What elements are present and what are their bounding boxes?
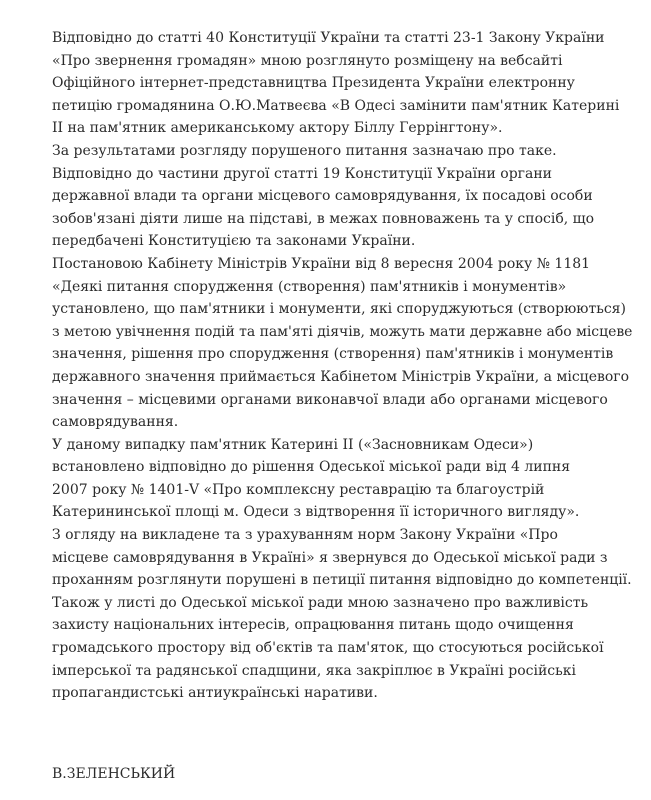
signature: В.ЗЕЛЕНСЬКИЙ [52, 766, 176, 782]
text-line: державної влади та органи місцевого самоврядування, їх посадові особи [52, 188, 593, 205]
text-line: петицію громадянина О.Ю.Матвеєва «В Одесі замінити пам'ятник Катерині [52, 97, 620, 114]
text-line: Постановою Кабінету Міністрів України від 8 вересня 2004 року № 1181 [52, 255, 591, 272]
text-line: Офіційного інтернет-представництва Президента України електронну [52, 75, 575, 92]
text-line: проханням розглянути порушені в петиції питання відповідно до компетенції. [52, 572, 632, 589]
text-line: значення – місцевими органами виконавчої влади або органами місцевого [52, 391, 608, 408]
text-line: «Деякі питання спорудження (створення) пам'ятників і монументів» [52, 278, 567, 295]
text-line: З огляду на викладене та з урахуванням норм Закону України «Про [52, 527, 558, 544]
text-line: 2007 року № 1401-V «Про комплексну реставрацію та благоустрій [52, 481, 545, 498]
text-line: імперської та радянської спадщини, яка закріплює в Україні російські [52, 662, 576, 679]
text-line: державного значення приймається Кабінетом Міністрів України, а місцевого [52, 368, 630, 385]
text-line: установлено, що пам'ятники і монументи, які споруджуються (створюються) [52, 301, 626, 318]
text-line: передбачені Конституцією та законами України. [52, 233, 416, 250]
text-line: «Про звернення громадян» мною розглянуто розміщену на вебсайті [52, 52, 563, 69]
text-line: встановлено відповідно до рішення Одеської міської ради від 4 липня [52, 459, 571, 476]
text-line: значення, рішення про спорудження (створення) пам'ятників і монументів [52, 346, 614, 363]
text-line: ІІ на пам'ятник американському актору Біллу Геррінгтону». [52, 120, 503, 137]
text-line: місцеве самоврядування в Україні» я звернувся до Одеської міської ради з [52, 549, 608, 566]
text-line: Також у листі до Одеської міської ради мною зазначено про важливість [52, 594, 589, 611]
text-line: з метою увічнення подій та пам'яті діячів, можуть мати державне або місцеве [52, 323, 633, 340]
petition-response-body [52, 27, 632, 705]
text-line: Відповідно до статті 40 Конституції України та статті 23-1 Закону України [52, 30, 605, 46]
text-line: За результатами розгляду порушеного питання зазначаю про таке. [52, 142, 557, 159]
text-line: захисту національних інтересів, опрацювання питань щодо очищення [52, 617, 574, 634]
text-line: Катерининської площі м. Одеси з відтворення її історичного вигляду». [52, 504, 580, 521]
text-line: зобов'язані діяти лише на підставі, в межах повноважень та у спосіб, що [52, 210, 595, 227]
text-line: громадського простору від об'єктів та пам'яток, що стосуються російської [52, 640, 604, 657]
text-line: Відповідно до частини другої статті 19 Конституції України органи [52, 165, 552, 182]
text-line: самоврядування. [52, 414, 179, 431]
text-line: У даному випадку пам'ятник Катерині ІІ («Засновникам Одеси») [52, 436, 534, 453]
text-line: пропагандистські антиукраїнські наративи. [52, 685, 378, 702]
